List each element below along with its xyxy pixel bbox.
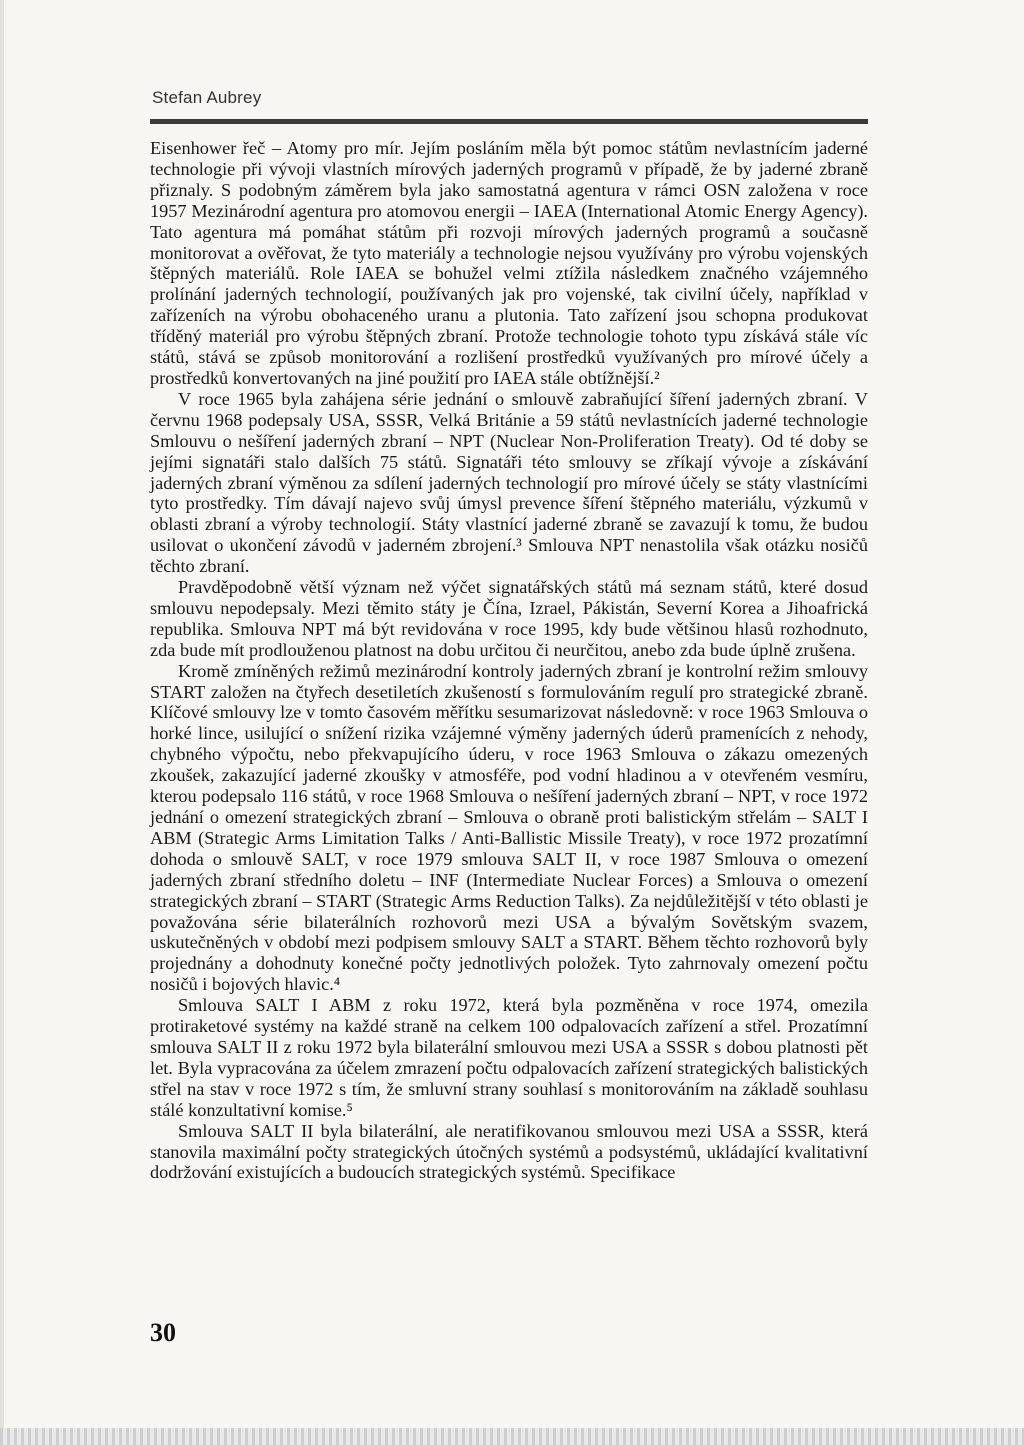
header-rule <box>150 119 868 124</box>
paragraph-3: Pravděpodobně větší význam než výčet signatářských států má seznam států, které dosud smlouvu nepodepsaly. Mezi těmito státy je Čína, Izrael, Pákistán, Severní Korea a Jihoafrická republika. Smlouva NPT má být revidována v roce 1995, kdy bude většinou hlasů rozhodnuto, zda bude mít prodlouženou platnost na dobu určitou či neurčitou, anebo zda bude úplně zrušena. <box>150 577 868 660</box>
scan-bottom-strip <box>0 1428 1024 1445</box>
body-text <box>150 138 868 1183</box>
paragraph-2: V roce 1965 byla zahájena série jednání o smlouvě zabraňující šíření jaderných zbraní. V červnu 1968 podepsaly USA, SSSR, Velká Británie a 59 států nevlastnících jaderné technologie Smlouvu o nešíření jaderných zbraní – NPT (Nuclear Non-Proliferation Treaty). Od té doby se jejími signatáři stalo dalších 75 států. Signatáři této smlouvy se zříkají vývoje a získávání jaderných zbraní výměnou za sdílení jaderných technologií pro mírové účely se státy vlastnícími tyto prostředky. Tím dávají najevo svůj úmysl prevence šíření štěpného materiálu, výzkumů v oblasti zbraní a výroby technologií. Státy vlastnící jaderné zbraně se zavazují k tomu, že budou usilovat o ukončení závodů v jaderném zbrojení.³ Smlouva NPT nenastolila však otázku nosičů těchto zbraní. <box>150 388 868 577</box>
page-number: 30 <box>150 1318 176 1347</box>
running-head-author: Stefan Aubrey <box>152 88 262 107</box>
paragraph-4: Kromě zmíněných režimů mezinárodní kontroly jaderných zbraní je kontrolní režim smlouvy START založen na čtyřech desetiletích zkušeností s formulováním regulí pro strategické zbraně. Klíčové smlouvy lze v tomto časovém měřítku sesumarizovat následovně: v roce 1963 Smlouva o horké lince, usilující o snížení rizika vzájemné výměny jaderných úderů pramenících z nehody, chybného výpočtu, nebo překvapujícího úderu, v roce 1963 Smlouva o zákazu omezených zkoušek, zakazující jaderné zkoušky v atmosféře, pod vodní hladinou a v otevřeném vesmíru, kterou podepsalo 116 států, v roce 1968 Smlouva o nešíření jaderných zbraní – NPT, v roce 1972 jednání o omezení strategických zbraní – Smlouva o obraně proti balistickým střelám – SALT I ABM (Strategic Arms Limitation Talks / Anti-Ballistic Missile Treaty), v roce 1972 prozatímní dohoda o smlouvě SALT, v roce 1979 smlouva SALT II, v roce 1987 Smlouva o omezení jaderných zbraní středního doletu – INF (Intermediate Nuclear Forces) a Smlouva o omezení strategických zbraní – START (Strategic Arms Reduction Talks). Za nejdůležitější v této oblasti je považována série bilaterálních rozhovorů mezi USA a bývalým Sovětským svazem, uskutečněných v období mezi podpisem smlouvy SALT a START. Během těchto rozhovorů byly projednány a dohodnuty konečné počty jednotlivých položek. Tyto zahrnovaly omezení počtu nosičů i bojových hlavic.⁴ <box>150 660 868 995</box>
paragraph-6: Smlouva SALT II byla bilaterální, ale neratifikovanou smlouvou mezi USA a SSSR, která stanovila maximální počty strategických útočných systémů a podsystémů, ukládající kvalitativní dodržování existujících a budoucích strategických systémů. Specifikace <box>150 1120 868 1183</box>
paragraph-1: Eisenhower řeč – Atomy pro mír. Jejím posláním měla být pomoc státům nevlastnícím jaderné technologie při vývoji vlastních mírových jaderných programů v případě, že by jaderné zbraně přiznaly. S podobným záměrem byla jako samostatná agentura v rámci OSN založena v roce 1957 Mezinárodní agentura pro atomovou energii – IAEA (International Atomic Energy Agency). Tato agentura má pomáhat státům při rozvoji mírových jaderných programů a současně monitorovat a ověřovat, že tyto materiály a technologie nejsou využívány pro výrobu vojenských štěpných materiálů. Role IAEA se bohužel velmi ztížila následkem značného vzájemného prolínání jaderných technologií, používaných jak pro vojenské, tak civilní účely, například v zařízeních na výrobu obohaceného uranu a plutonia. Tato zařízení jsou schopna produkovat tříděný materiál pro výrobu štěpných zbraní. Protože technologie tohoto typu získává stále víc států, stává se způsob monitorování a rozlišení prostředků využívaných pro mírové účely a prostředků konvertovaných na jiné použití pro IAEA stále obtížnější.² <box>150 138 868 388</box>
paragraph-5: Smlouva SALT I ABM z roku 1972, která byla pozměněna v roce 1974, omezila protiraketové systémy na každé straně na celkem 100 odpalovacích zařízení a střel. Prozatímní smlouva SALT II z roku 1972 byla bilaterální smlouvou mezi USA a SSSR s dobou platnosti pět let. Byla vypracována za účelem zmrazení počtu odpalovacích zařízení strategických balistických střel na stav v roce 1972 s tím, že smluvní strany souhlasí s monitorováním na základě souhlasu stálé konzultativní komise.⁵ <box>150 995 868 1120</box>
page-left-edge <box>0 0 4 1445</box>
